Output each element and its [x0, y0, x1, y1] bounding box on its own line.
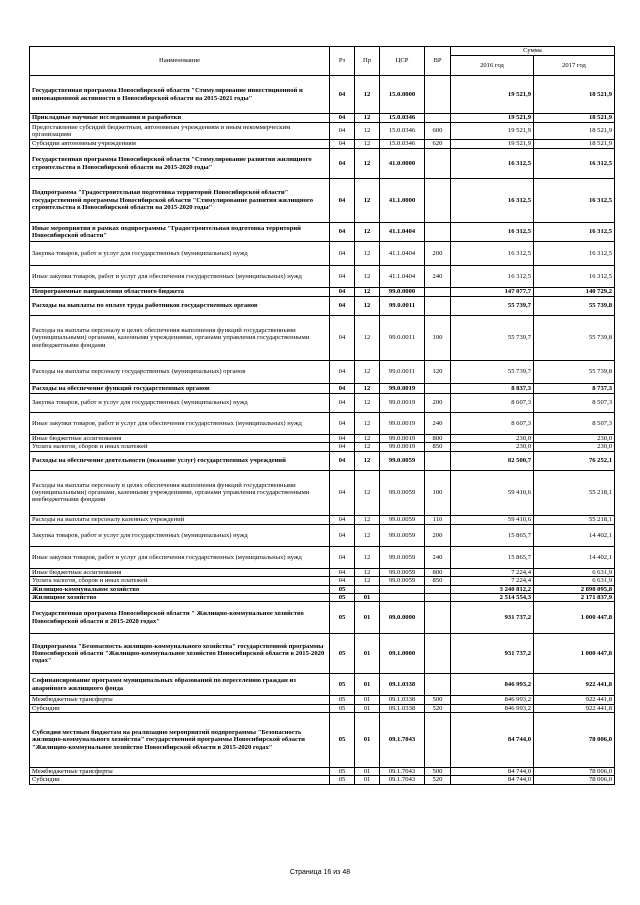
cell-sum-2016: 230,0	[451, 435, 534, 443]
cell-csr: 99.0.0011	[380, 297, 425, 316]
table-row	[30, 361, 615, 384]
cell-vr: 850	[425, 443, 451, 451]
header-sum: Сумма	[451, 47, 615, 56]
cell-sum-2017: 18 521,9	[534, 114, 615, 123]
cell-sum-2017: 8 507,3	[534, 413, 615, 435]
table-row	[30, 524, 615, 546]
cell-pr: 12	[355, 223, 380, 242]
cell-vr	[425, 149, 451, 179]
table-row	[30, 384, 615, 394]
cell-sum-2016: 7 224,4	[451, 568, 534, 576]
cell-sum-2017: 8 737,3	[534, 384, 615, 394]
cell-name: Межбюджетные трансферты	[30, 696, 330, 704]
cell-sum-2017: 55 739,8	[534, 361, 615, 384]
cell-pr: 12	[355, 451, 380, 470]
cell-name: Иные бюджетные ассигнования	[30, 435, 330, 443]
cell-name: Государственная программа Новосибирской области "Стимулирование развития жилищного строительства в Новосибирской области на 2015-2020 годы"	[30, 149, 330, 179]
cell-sum-2017: 78 006,0	[534, 768, 615, 776]
header-vr: ВР	[425, 47, 451, 76]
table-row	[30, 394, 615, 413]
header-rz: Рз	[330, 47, 355, 76]
cell-vr: 100	[425, 316, 451, 361]
cell-pr: 12	[355, 413, 380, 435]
cell-pr: 12	[355, 179, 380, 223]
cell-sum-2017: 55 218,1	[534, 470, 615, 515]
cell-name: Уплата налогов, сборов и иных платежей	[30, 577, 330, 585]
table-row	[30, 568, 615, 576]
cell-name: Предоставление субсидий бюджетным, автономным учреждениям и иным некоммерческим организациям	[30, 123, 330, 140]
cell-csr: 15.0.0346	[380, 123, 425, 140]
cell-pr: 12	[355, 515, 380, 524]
cell-name: Иные закупки товаров, работ и услуг для обеспечения государственных (муниципальных) нужд	[30, 266, 330, 288]
cell-sum-2016: 55 739,7	[451, 316, 534, 361]
cell-pr: 01	[355, 674, 380, 696]
cell-sum-2016: 59 410,6	[451, 515, 534, 524]
table-header	[30, 47, 615, 76]
cell-sum-2016: 7 224,4	[451, 577, 534, 585]
cell-name: Закупка товаров, работ и услуг для государственных (муниципальных) нужд	[30, 242, 330, 266]
cell-csr	[380, 593, 425, 601]
cell-csr: 15.0.0346	[380, 114, 425, 123]
cell-sum-2016: 931 737,2	[451, 602, 534, 634]
cell-vr	[425, 114, 451, 123]
table-row	[30, 451, 615, 470]
cell-vr	[425, 288, 451, 297]
cell-name: Подпрограмма "Безопасность жилищно-коммунального хозяйства" государственной программы Новосибирской области "Жилищно-коммунальное хозяйство Новосибирской области в 2015-2020 годах"	[30, 634, 330, 674]
cell-pr: 12	[355, 568, 380, 576]
header-year-2016: 2016 год	[451, 56, 534, 76]
cell-sum-2017: 78 006,0	[534, 713, 615, 768]
cell-csr: 41.1.0404	[380, 242, 425, 266]
cell-sum-2016: 16 312,5	[451, 149, 534, 179]
cell-name: Межбюджетные трансферты	[30, 768, 330, 776]
cell-pr: 12	[355, 384, 380, 394]
cell-sum-2017: 78 006,0	[534, 776, 615, 784]
cell-sum-2017: 1 000 447,8	[534, 634, 615, 674]
cell-sum-2016: 3 240 812,2	[451, 585, 534, 593]
cell-sum-2016: 15 865,7	[451, 546, 534, 568]
table-row	[30, 242, 615, 266]
cell-rz: 04	[330, 123, 355, 140]
cell-csr: 41.1.0404	[380, 266, 425, 288]
cell-pr: 01	[355, 776, 380, 784]
cell-rz: 04	[330, 435, 355, 443]
cell-name: Расходы на выплаты персоналу казенных учреждений	[30, 515, 330, 524]
cell-rz: 04	[330, 223, 355, 242]
cell-sum-2016: 931 737,2	[451, 634, 534, 674]
cell-vr	[425, 179, 451, 223]
cell-sum-2016: 8 837,3	[451, 384, 534, 394]
cell-vr	[425, 297, 451, 316]
table-row	[30, 76, 615, 114]
cell-rz: 04	[330, 413, 355, 435]
cell-name: Расходы на выплаты персоналу в целях обеспечения выполнения функций государственными (муниципальными) органами, казенными учреждениями, органами управления государственными внебюджетными фондами	[30, 470, 330, 515]
cell-vr: 240	[425, 413, 451, 435]
cell-csr: 09.1.0338	[380, 704, 425, 712]
cell-rz: 04	[330, 316, 355, 361]
cell-rz: 05	[330, 768, 355, 776]
cell-csr: 99.0.0019	[380, 413, 425, 435]
cell-pr: 12	[355, 577, 380, 585]
cell-sum-2017: 18 521,9	[534, 123, 615, 140]
cell-sum-2016: 59 410,6	[451, 470, 534, 515]
cell-csr: 09.1.7043	[380, 713, 425, 768]
cell-vr: 600	[425, 123, 451, 140]
cell-csr: 99.0.0059	[380, 515, 425, 524]
cell-vr	[425, 585, 451, 593]
cell-csr: 09.1.7043	[380, 768, 425, 776]
cell-rz: 04	[330, 288, 355, 297]
cell-vr: 850	[425, 577, 451, 585]
cell-rz: 04	[330, 179, 355, 223]
cell-rz: 05	[330, 696, 355, 704]
table-body	[30, 76, 615, 785]
cell-rz: 04	[330, 443, 355, 451]
cell-sum-2016: 846 993,2	[451, 674, 534, 696]
cell-pr: 12	[355, 361, 380, 384]
cell-sum-2016: 82 500,7	[451, 451, 534, 470]
cell-csr: 41.1.0000	[380, 179, 425, 223]
cell-csr: 99.0.0019	[380, 384, 425, 394]
header-year-2017: 2017 год	[534, 56, 615, 76]
cell-sum-2017: 140 729,2	[534, 288, 615, 297]
cell-sum-2016: 230,0	[451, 443, 534, 451]
cell-rz: 04	[330, 242, 355, 266]
cell-pr: 12	[355, 394, 380, 413]
table-row	[30, 634, 615, 674]
cell-name: Расходы на выплаты персоналу государственных (муниципальных) органов	[30, 361, 330, 384]
cell-csr: 09.1.0000	[380, 634, 425, 674]
cell-vr: 120	[425, 361, 451, 384]
cell-vr	[425, 713, 451, 768]
cell-sum-2016: 19 521,9	[451, 123, 534, 140]
cell-sum-2016: 846 993,2	[451, 696, 534, 704]
cell-sum-2017: 76 252,1	[534, 451, 615, 470]
cell-name: Расходы на выплаты персоналу в целях обеспечения выполнения функций государственными (муниципальными) органами, казенными учреждениями, органами управления государственными внебюджетными фондами	[30, 316, 330, 361]
cell-sum-2017: 16 312,5	[534, 242, 615, 266]
cell-vr	[425, 602, 451, 634]
cell-csr: 41.1.0404	[380, 223, 425, 242]
table-row	[30, 577, 615, 585]
cell-csr: 99.0.0059	[380, 524, 425, 546]
cell-sum-2017: 16 312,5	[534, 179, 615, 223]
cell-vr	[425, 76, 451, 114]
cell-rz: 04	[330, 524, 355, 546]
cell-vr: 200	[425, 524, 451, 546]
cell-csr: 99.0.0011	[380, 361, 425, 384]
cell-rz: 04	[330, 577, 355, 585]
cell-pr: 01	[355, 634, 380, 674]
table-row	[30, 546, 615, 568]
cell-sum-2016: 16 312,5	[451, 242, 534, 266]
cell-pr: 12	[355, 443, 380, 451]
cell-csr: 99.0.0011	[380, 316, 425, 361]
cell-csr: 99.0.0059	[380, 577, 425, 585]
cell-csr: 99.0.0019	[380, 435, 425, 443]
cell-sum-2017: 922 441,8	[534, 704, 615, 712]
cell-rz: 04	[330, 470, 355, 515]
table-row	[30, 776, 615, 784]
cell-csr: 09.1.0338	[380, 674, 425, 696]
cell-sum-2017: 1 000 447,8	[534, 602, 615, 634]
cell-name: Прикладные научные исследования и разработки	[30, 114, 330, 123]
table-row	[30, 266, 615, 288]
cell-sum-2016: 8 607,3	[451, 394, 534, 413]
cell-csr: 99.0.0059	[380, 451, 425, 470]
cell-rz: 04	[330, 149, 355, 179]
cell-sum-2017: 6 631,9	[534, 568, 615, 576]
cell-name: Закупка товаров, работ и услуг для государственных (муниципальных) нужд	[30, 524, 330, 546]
cell-sum-2016: 846 993,2	[451, 704, 534, 712]
cell-rz: 04	[330, 394, 355, 413]
cell-vr	[425, 593, 451, 601]
cell-rz: 05	[330, 704, 355, 712]
cell-rz: 04	[330, 266, 355, 288]
cell-sum-2016: 55 739,7	[451, 361, 534, 384]
cell-pr	[355, 585, 380, 593]
cell-rz: 04	[330, 297, 355, 316]
cell-name: Иные бюджетные ассигнования	[30, 568, 330, 576]
cell-rz: 04	[330, 546, 355, 568]
cell-pr: 12	[355, 76, 380, 114]
cell-csr: 99.0.0000	[380, 288, 425, 297]
cell-sum-2017: 18 521,9	[534, 76, 615, 114]
cell-sum-2017: 922 441,8	[534, 674, 615, 696]
cell-name: Субсидии	[30, 704, 330, 712]
cell-pr: 01	[355, 704, 380, 712]
cell-sum-2017: 55 218,1	[534, 515, 615, 524]
cell-pr: 12	[355, 149, 380, 179]
cell-sum-2016: 84 744,0	[451, 713, 534, 768]
cell-sum-2016: 15 865,7	[451, 524, 534, 546]
cell-sum-2016: 16 312,5	[451, 223, 534, 242]
cell-csr: 99.0.0019	[380, 394, 425, 413]
cell-rz: 05	[330, 593, 355, 601]
cell-pr: 12	[355, 114, 380, 123]
cell-sum-2017: 2 898 095,8	[534, 585, 615, 593]
cell-pr: 12	[355, 140, 380, 149]
cell-vr: 800	[425, 435, 451, 443]
table-row	[30, 114, 615, 123]
cell-vr: 520	[425, 776, 451, 784]
table-row	[30, 413, 615, 435]
table-row	[30, 696, 615, 704]
cell-vr: 200	[425, 394, 451, 413]
cell-name: Субсидии автономным учреждениям	[30, 140, 330, 149]
cell-csr: 99.0.0059	[380, 568, 425, 576]
cell-csr: 09.1.7043	[380, 776, 425, 784]
cell-csr: 41.0.0000	[380, 149, 425, 179]
header-csr: ЦСР	[380, 47, 425, 76]
cell-rz: 05	[330, 776, 355, 784]
cell-vr: 240	[425, 266, 451, 288]
cell-name: Закупка товаров, работ и услуг для государственных (муниципальных) нужд	[30, 394, 330, 413]
cell-sum-2016: 16 312,5	[451, 179, 534, 223]
cell-sum-2016: 2 514 554,3	[451, 593, 534, 601]
cell-csr: 99.0.0019	[380, 443, 425, 451]
cell-name: Иные мероприятия в рамках подпрограммы "Градостроительная подготовка территорий Новосибирской области"	[30, 223, 330, 242]
cell-sum-2017: 922 441,8	[534, 696, 615, 704]
cell-name: Субсидии местным бюджетам на реализацию мероприятий подпрограммы "Безопасность жилищно-коммунального хозяйства" государственной программы Новосибирской области "Жилищно-коммунальное хозяйство Новосибирской области в 2015-2020 годах"	[30, 713, 330, 768]
cell-vr	[425, 674, 451, 696]
cell-name: Субсидии	[30, 776, 330, 784]
cell-pr: 12	[355, 266, 380, 288]
cell-rz: 04	[330, 515, 355, 524]
table-row	[30, 297, 615, 316]
cell-vr: 200	[425, 242, 451, 266]
cell-name: Иные закупки товаров, работ и услуг для обеспечения государственных (муниципальных) нужд	[30, 413, 330, 435]
cell-vr	[425, 634, 451, 674]
cell-sum-2017: 16 312,5	[534, 223, 615, 242]
cell-pr: 12	[355, 546, 380, 568]
cell-pr: 01	[355, 768, 380, 776]
cell-pr: 12	[355, 435, 380, 443]
cell-pr: 12	[355, 297, 380, 316]
cell-pr: 12	[355, 316, 380, 361]
cell-name: Расходы на выплаты по оплате труда работников государственных органов	[30, 297, 330, 316]
cell-sum-2017: 6 631,9	[534, 577, 615, 585]
cell-rz: 05	[330, 674, 355, 696]
cell-name: Жилищно-коммунальное хозяйство	[30, 585, 330, 593]
header-pr: Пр	[355, 47, 380, 76]
table-row	[30, 123, 615, 140]
cell-pr: 12	[355, 470, 380, 515]
cell-name: Уплата налогов, сборов и иных платежей	[30, 443, 330, 451]
cell-name: Софинансирование программ муниципальных образований по переселению граждан из аварийного жилищного фонда	[30, 674, 330, 696]
table-row	[30, 443, 615, 451]
cell-sum-2016: 55 739,7	[451, 297, 534, 316]
cell-sum-2017: 55 739,8	[534, 297, 615, 316]
cell-vr: 800	[425, 568, 451, 576]
budget-table	[29, 46, 615, 785]
cell-name: Жилищное хозяйство	[30, 593, 330, 601]
cell-name: Расходы на обеспечение деятельности (оказание услуг) государственных учреждений	[30, 451, 330, 470]
header-name: Наименование	[30, 47, 330, 76]
cell-vr: 500	[425, 768, 451, 776]
cell-sum-2017: 14 402,1	[534, 546, 615, 568]
cell-sum-2017: 14 402,1	[534, 524, 615, 546]
cell-sum-2016: 19 521,9	[451, 114, 534, 123]
cell-pr: 12	[355, 288, 380, 297]
cell-sum-2016: 84 744,0	[451, 776, 534, 784]
cell-csr	[380, 585, 425, 593]
table-row	[30, 704, 615, 712]
cell-pr: 01	[355, 696, 380, 704]
cell-csr: 15.0.0000	[380, 76, 425, 114]
cell-rz: 05	[330, 602, 355, 634]
cell-sum-2016: 16 312,5	[451, 266, 534, 288]
cell-sum-2017: 230,0	[534, 435, 615, 443]
cell-vr: 240	[425, 546, 451, 568]
cell-vr	[425, 223, 451, 242]
table-row	[30, 223, 615, 242]
cell-rz: 05	[330, 713, 355, 768]
cell-sum-2017: 16 312,5	[534, 149, 615, 179]
cell-rz: 05	[330, 585, 355, 593]
cell-sum-2017: 2 171 837,9	[534, 593, 615, 601]
cell-name: Иные закупки товаров, работ и услуг для обеспечения государственных (муниципальных) нужд	[30, 546, 330, 568]
cell-csr: 09.0.0000	[380, 602, 425, 634]
cell-vr: 520	[425, 704, 451, 712]
cell-csr: 09.1.0338	[380, 696, 425, 704]
cell-sum-2016: 19 521,9	[451, 76, 534, 114]
table-row	[30, 602, 615, 634]
cell-sum-2017: 230,0	[534, 443, 615, 451]
cell-sum-2016: 8 607,3	[451, 413, 534, 435]
table-row	[30, 593, 615, 601]
cell-rz: 04	[330, 361, 355, 384]
table-row	[30, 288, 615, 297]
cell-sum-2016: 19 521,9	[451, 140, 534, 149]
cell-rz: 04	[330, 114, 355, 123]
cell-rz: 04	[330, 140, 355, 149]
cell-pr: 12	[355, 524, 380, 546]
cell-rz: 05	[330, 634, 355, 674]
cell-pr: 01	[355, 713, 380, 768]
cell-csr: 99.0.0059	[380, 546, 425, 568]
cell-csr: 15.0.0346	[380, 140, 425, 149]
page-footer: Страница 16 из 48	[289, 869, 351, 876]
cell-sum-2017: 55 739,8	[534, 316, 615, 361]
cell-name: Расходы на обеспечение функций государственных органов	[30, 384, 330, 394]
table-row	[30, 585, 615, 593]
cell-csr: 99.0.0059	[380, 470, 425, 515]
cell-vr: 620	[425, 140, 451, 149]
table-row	[30, 435, 615, 443]
cell-sum-2017: 8 507,3	[534, 394, 615, 413]
cell-name: Непрограммные направления областного бюджета	[30, 288, 330, 297]
cell-name: Государственная программа Новосибирской области " Жилищно-коммунальное хозяйство Новосибирской области в 2015-2020 годах"	[30, 602, 330, 634]
table-row	[30, 713, 615, 768]
cell-pr: 01	[355, 602, 380, 634]
table-row	[30, 140, 615, 149]
cell-sum-2017: 18 521,9	[534, 140, 615, 149]
table-row	[30, 768, 615, 776]
table-row	[30, 470, 615, 515]
cell-name: Государственная программа Новосибирской области "Стимулирование инвестиционной и инновационной активности в Новосибирской области на 2015-2021 годы"	[30, 76, 330, 114]
cell-rz: 04	[330, 451, 355, 470]
table-row	[30, 179, 615, 223]
cell-rz: 04	[330, 76, 355, 114]
table-row	[30, 515, 615, 524]
cell-name: Подпрограмма "Градостроительная подготовка территорий Новосибирской области" государственной программы Новосибирской области "Стимулирование развития жилищного строительства в Новосибирской области на 2015-2020 годы"	[30, 179, 330, 223]
cell-vr: 110	[425, 515, 451, 524]
cell-sum-2017: 16 312,5	[534, 266, 615, 288]
cell-pr: 01	[355, 593, 380, 601]
cell-vr: 500	[425, 696, 451, 704]
cell-sum-2016: 84 744,0	[451, 768, 534, 776]
cell-vr	[425, 451, 451, 470]
cell-vr	[425, 384, 451, 394]
table-row	[30, 674, 615, 696]
table-row	[30, 316, 615, 361]
table-row	[30, 149, 615, 179]
cell-rz: 04	[330, 568, 355, 576]
cell-vr: 100	[425, 470, 451, 515]
cell-pr: 12	[355, 123, 380, 140]
cell-pr: 12	[355, 242, 380, 266]
cell-sum-2016: 147 077,7	[451, 288, 534, 297]
cell-rz: 04	[330, 384, 355, 394]
